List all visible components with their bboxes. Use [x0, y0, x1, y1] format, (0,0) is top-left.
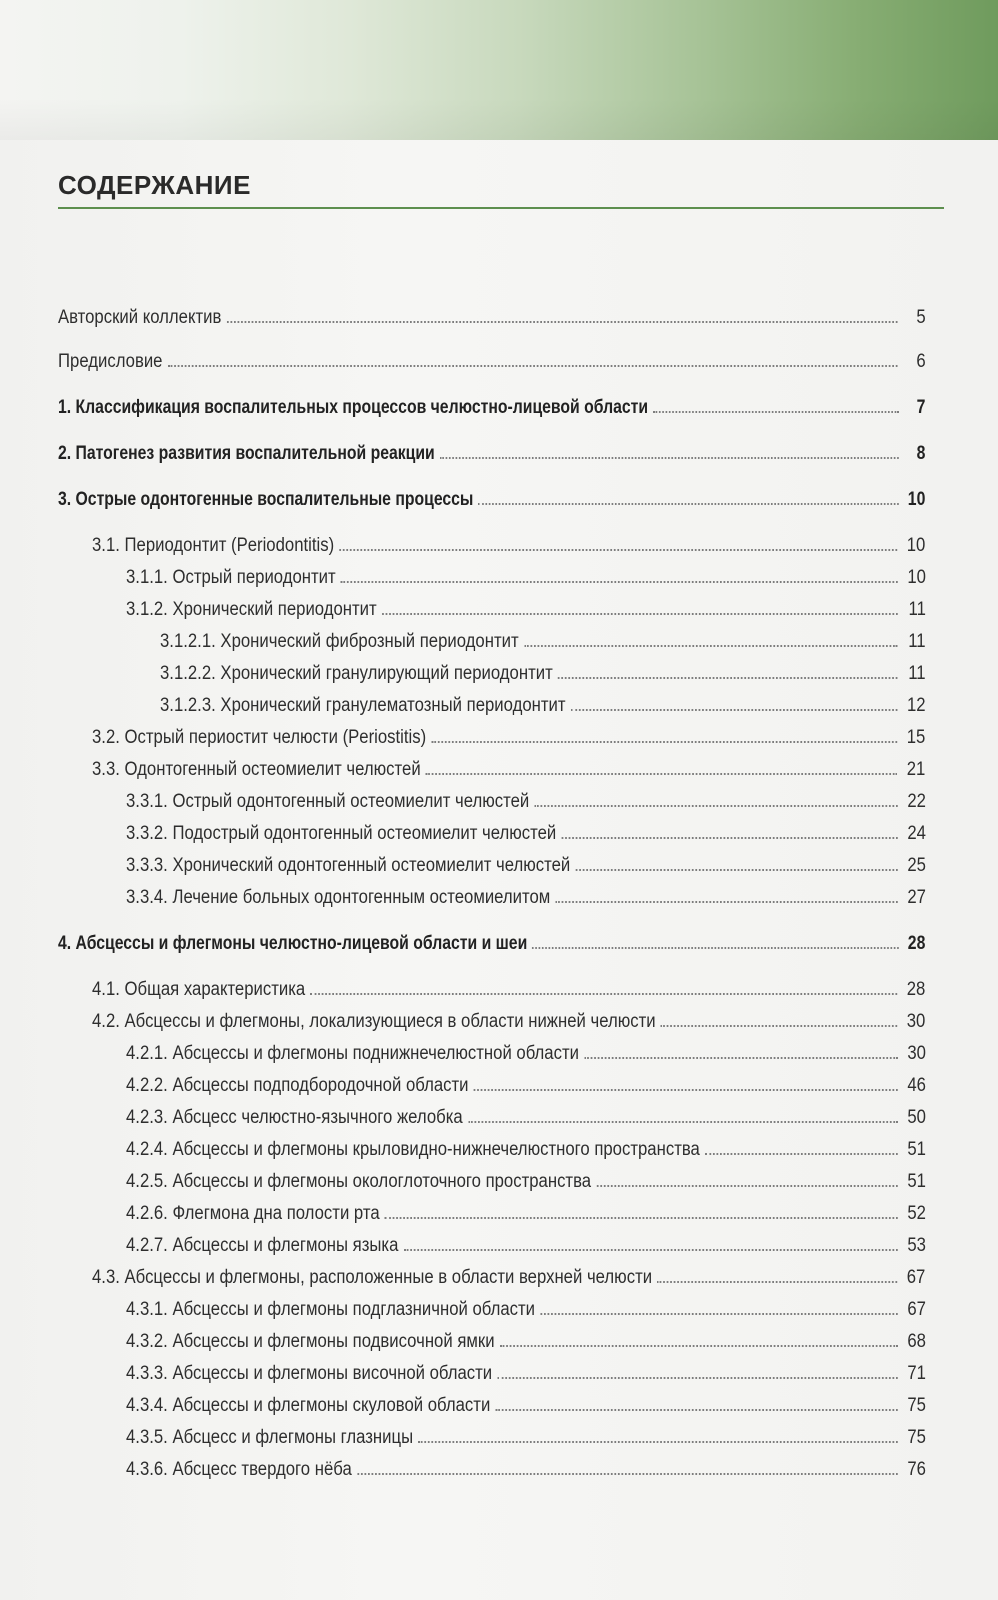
toc-entry-title: 4.2.6. Флегмона дна полости рта — [126, 1203, 380, 1224]
toc-entry[interactable] — [126, 1330, 926, 1354]
toc-leader-dots — [661, 1025, 897, 1027]
toc-entry[interactable] — [126, 1458, 926, 1482]
toc-page-number: 53 — [907, 1235, 926, 1256]
toc-page-number: 10 — [907, 489, 926, 510]
toc-entry-title: 3.3.1. Острый одонтогенный остеомиелит челюстей — [126, 791, 530, 812]
toc-page-number: 51 — [907, 1139, 926, 1160]
toc-page-number: 51 — [907, 1171, 926, 1192]
toc-leader-dots — [653, 411, 899, 413]
toc-entry[interactable] — [126, 822, 926, 846]
toc-entry[interactable] — [126, 854, 926, 878]
toc-entry-title: 3.1.2. Хронический периодонтит — [126, 599, 377, 620]
toc-leader-dots — [562, 837, 898, 839]
toc-entry[interactable] — [126, 790, 926, 814]
toc-page-number: 28 — [907, 933, 926, 954]
toc-page-number: 28 — [906, 979, 926, 1000]
toc-entry-title: 3.2. Острый периостит челюсти (Periostitis) — [92, 727, 427, 748]
toc-entry[interactable] — [58, 442, 925, 466]
toc-entry-title: 3.3.3. Хронический одонтогенный остеомиелит челюстей — [126, 855, 571, 876]
toc-leader-dots — [341, 581, 898, 583]
toc-entry[interactable] — [160, 694, 926, 718]
toc-page-number: 11 — [908, 663, 926, 684]
page-title: СОДЕРЖАНИЕ — [58, 170, 251, 200]
toc-entry-title: 1. Классификация воспалительных процессов челюстно-лицевой области — [58, 397, 649, 418]
toc-entry-title: 3.1.2.2. Хронический гранулирующий периодонтит — [160, 663, 553, 684]
toc-entry-title: 3.1. Периодонтит (Periodontitis) — [92, 535, 335, 556]
toc-entry[interactable] — [126, 1426, 926, 1450]
toc-leader-dots — [540, 1313, 897, 1315]
toc-leader-dots — [382, 613, 898, 615]
toc-page-number: 76 — [907, 1459, 926, 1480]
toc-leader-dots — [227, 321, 898, 323]
toc-page-number: 24 — [907, 823, 926, 844]
toc-leader-dots — [558, 677, 897, 679]
toc-page-number: 30 — [906, 1011, 926, 1032]
toc-page-number: 6 — [916, 351, 926, 372]
toc-entry[interactable] — [92, 534, 925, 558]
toc-entry-title: Предисловие — [58, 351, 163, 372]
toc-entry-title: 3.1.2.1. Хронический фиброзный периодонтит — [160, 631, 519, 652]
toc-leader-dots — [404, 1249, 898, 1251]
toc-leader-dots — [431, 741, 897, 743]
toc-leader-dots — [418, 1441, 897, 1443]
toc-entry-title: 4.3.5. Абсцесс и флегмоны глазницы — [126, 1427, 414, 1448]
toc-leader-dots — [440, 457, 899, 459]
toc-entry[interactable] — [92, 726, 925, 750]
toc-page-number: 11 — [908, 631, 926, 652]
toc-entry[interactable] — [92, 758, 925, 782]
toc-entry[interactable] — [58, 932, 925, 956]
toc-entry-title: 2. Патогенез развития воспалительной реакции — [58, 443, 435, 464]
toc-leader-dots — [468, 1121, 898, 1123]
toc-leader-dots — [705, 1153, 898, 1155]
toc-page-number: 30 — [907, 1043, 926, 1064]
toc-entry[interactable] — [126, 1202, 926, 1226]
toc-leader-dots — [496, 1409, 898, 1411]
toc-entry[interactable] — [92, 1266, 925, 1290]
toc-entry-title: Авторский коллектив — [58, 307, 222, 328]
toc-leader-dots — [310, 993, 897, 995]
toc-entry[interactable] — [58, 350, 926, 374]
toc-entry[interactable] — [160, 662, 926, 686]
toc-entry-title: 4. Абсцессы и флегмоны челюстно-лицевой области и шеи — [58, 933, 528, 954]
toc-entry-title: 3.3.2. Подострый одонтогенный остеомиелит челюстей — [126, 823, 557, 844]
toc-entry-title: 4.3.1. Абсцессы и флегмоны подглазничной области — [126, 1299, 536, 1320]
title-divider — [58, 207, 944, 209]
toc-page-number: 50 — [907, 1107, 926, 1128]
toc-leader-dots — [497, 1377, 897, 1379]
toc-entry-title: 3.3.4. Лечение больных одонтогенным остеомиелитом — [126, 887, 551, 908]
toc-leader-dots — [556, 901, 898, 903]
toc-leader-dots — [357, 1473, 898, 1475]
toc-page-number: 68 — [907, 1331, 926, 1352]
toc-leader-dots — [524, 645, 898, 647]
toc-entry[interactable] — [126, 886, 926, 910]
toc-entry-title: 4.2.1. Абсцессы и флегмоны поднижнечелюстной области — [126, 1043, 579, 1064]
toc-page-number: 8 — [916, 443, 926, 464]
toc-page-number: 75 — [907, 1427, 926, 1448]
toc-page-number: 10 — [907, 567, 926, 588]
toc-page-number: 75 — [907, 1395, 926, 1416]
toc-entry-title: 4.2.5. Абсцессы и флегмоны окологлоточного пространства — [126, 1171, 592, 1192]
toc-leader-dots — [385, 1217, 898, 1219]
toc-entry-title: 4.3.4. Абсцессы и флегмоны скуловой области — [126, 1395, 491, 1416]
toc-leader-dots — [576, 869, 898, 871]
toc-entry-title: 4.3. Абсцессы и флегмоны, расположенные в области верхней челюсти — [92, 1267, 653, 1288]
toc-page-number: 22 — [907, 791, 926, 812]
toc-page-number: 67 — [906, 1267, 926, 1288]
toc-page-number: 10 — [906, 535, 926, 556]
toc-entry-title: 4.2.2. Абсцессы подподбородочной области — [126, 1075, 469, 1096]
toc-entry-title: 3.1.2.3. Хронический гранулематозный периодонтит — [160, 695, 566, 716]
toc-entry-title: 3.1.1. Острый периодонтит — [126, 567, 336, 588]
toc-page-number: 15 — [906, 727, 926, 748]
toc-entry[interactable] — [126, 1362, 926, 1386]
toc-entry-title: 4.3.6. Абсцесс твердого нёба — [126, 1459, 352, 1480]
toc-leader-dots — [584, 1057, 898, 1059]
toc-page-number: 7 — [916, 397, 926, 418]
toc-entry[interactable] — [126, 566, 926, 590]
toc-entry-title: 3.3. Одонтогенный остеомиелит челюстей — [92, 759, 421, 780]
toc-entry[interactable] — [126, 1106, 926, 1130]
toc-entry-title: 4.3.2. Абсцессы и флегмоны подвисочной ямки — [126, 1331, 495, 1352]
toc-entry-title: 4.2. Абсцессы и флегмоны, локализующиеся в области нижней челюсти — [92, 1011, 656, 1032]
toc-entry[interactable] — [126, 1234, 926, 1258]
toc-page-number: 46 — [907, 1075, 926, 1096]
toc-entry-title: 4.1. Общая характеристика — [92, 979, 306, 1000]
toc-leader-dots — [500, 1345, 898, 1347]
toc-page-number: 67 — [907, 1299, 926, 1320]
toc-leader-dots — [534, 805, 897, 807]
toc-entry-title: 4.3.3. Абсцессы и флегмоны височной области — [126, 1363, 493, 1384]
toc-leader-dots — [532, 947, 899, 949]
toc-page-number: 71 — [907, 1363, 926, 1384]
toc-entry[interactable] — [92, 978, 925, 1002]
header-gradient-band — [0, 0, 998, 140]
toc-entry[interactable] — [126, 1170, 926, 1194]
toc-leader-dots — [426, 773, 897, 775]
toc-page-number: 12 — [906, 695, 926, 716]
toc-entry-title: 4.2.4. Абсцессы и флегмоны крыловидно-нижнечелюстного пространства — [126, 1139, 700, 1160]
toc-leader-dots — [596, 1185, 897, 1187]
toc-page-number: 52 — [907, 1203, 926, 1224]
toc-leader-dots — [478, 503, 898, 505]
toc-entry-title: 4.2.7. Абсцессы и флегмоны языка — [126, 1235, 399, 1256]
toc-entry-title: 3. Острые одонтогенные воспалительные процессы — [58, 489, 474, 510]
toc-entry[interactable] — [160, 630, 926, 654]
toc-entry[interactable] — [58, 306, 926, 330]
toc-page-number: 27 — [907, 887, 926, 908]
toc-entry-title: 4.2.3. Абсцесс челюстно-язычного желобка — [126, 1107, 463, 1128]
toc-leader-dots — [339, 549, 897, 551]
toc-page-number: 5 — [916, 307, 926, 328]
toc-entry[interactable] — [92, 1010, 925, 1034]
toc-entry[interactable] — [126, 1138, 926, 1162]
toc-page-number: 21 — [906, 759, 926, 780]
toc-entry[interactable] — [126, 598, 926, 622]
toc-entry[interactable] — [126, 1074, 926, 1098]
toc-page-number: 25 — [907, 855, 926, 876]
toc-entry[interactable] — [126, 1042, 926, 1066]
toc-leader-dots — [474, 1089, 898, 1091]
toc-entry[interactable] — [126, 1298, 926, 1322]
toc-entry[interactable] — [126, 1394, 926, 1418]
toc-entry[interactable] — [58, 396, 925, 420]
toc-leader-dots — [657, 1281, 897, 1283]
toc-page-number: 11 — [908, 599, 926, 620]
toc-leader-dots — [168, 365, 898, 367]
toc-entry[interactable] — [58, 488, 925, 512]
toc-leader-dots — [571, 709, 898, 711]
